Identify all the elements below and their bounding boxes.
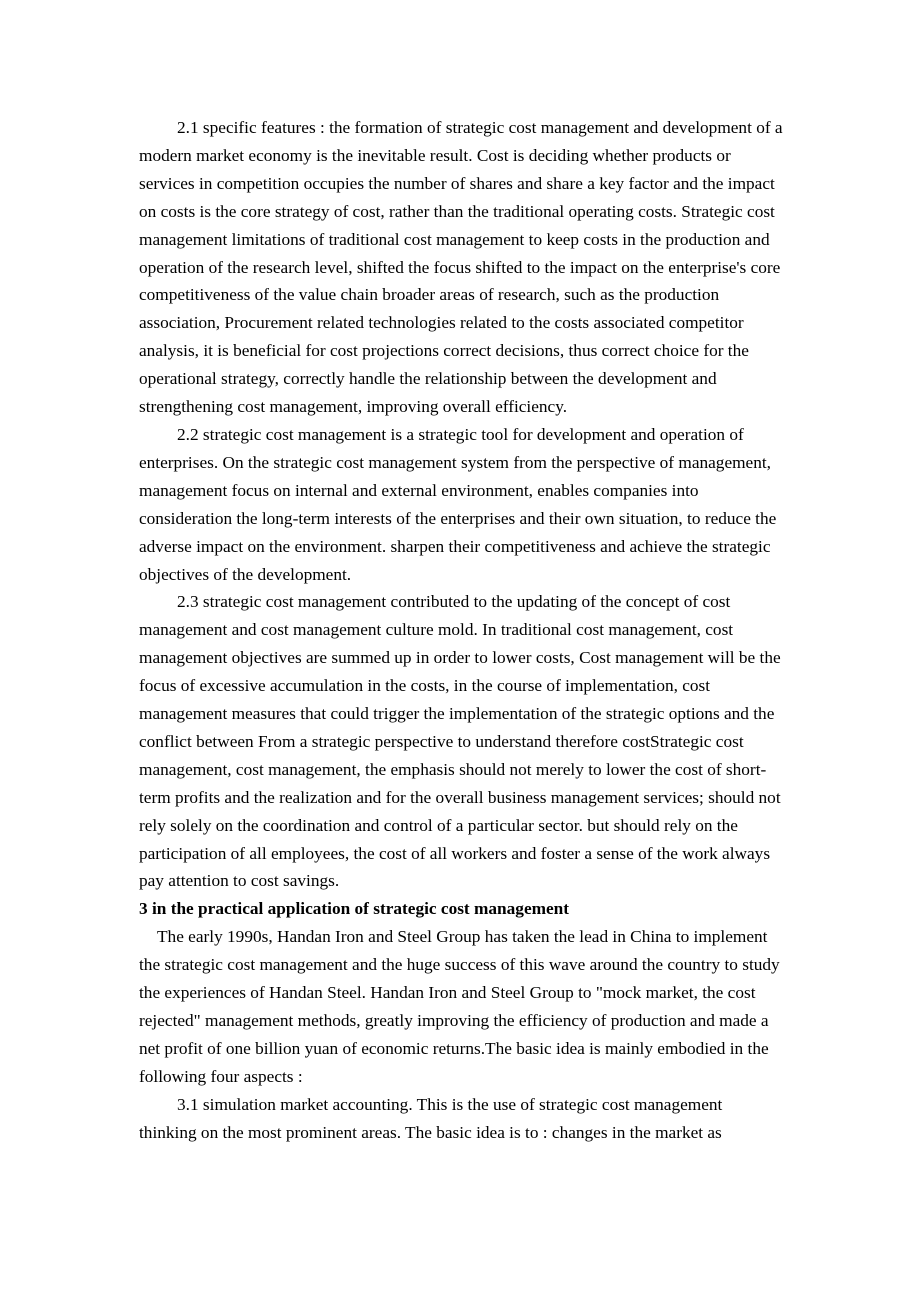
- document-body: [139, 114, 784, 1147]
- paragraph-section-3-intro: The early 1990s, Handan Iron and Steel Group has taken the lead in China to implement the strategic cost management and the huge success of this wave around the country to study the experiences of Handan Steel. Handan Iron and Steel Group to "mock market, the cost rejected" management methods, greatly improving the efficiency of production and made a net profit of one billion yuan of economic returns.The basic idea is mainly embodied in the following four aspects :: [139, 927, 780, 1086]
- section-heading-3: 3 in the practical application of strategic cost management: [139, 899, 570, 919]
- paragraph-2-2: 2.2 strategic cost management is a strategic tool for development and operation of enterprises. On the strategic cost management system from the perspective of management, management focus on internal and external environment, enables companies into consideration the long-term interests of the enterprises and their own situation, to reduce the adverse impact on the environment. sharpen their competitiveness and achieve the strategic objectives of the development.: [139, 424, 777, 584]
- paragraph-2-1: 2.1 specific features : the formation of strategic cost management and development of a modern market economy is the inevitable result. Cost is deciding whether products or services in competition occupies the number of shares and share a key factor and the impact on costs is the core strategy of cost, rather than the traditional operating costs. Strategic cost management limitations of traditional cost management to keep costs in the production and operation of the research level, shifted the focus shifted to the impact on the enterprise's core competitiveness of the value chain broader areas of research, such as the production association, Procurement related technologies related to the costs associated competitor analysis, it is beneficial for cost projections correct decisions, thus correct choice for the operational strategy, correctly handle the relationship between the development and strengthening cost management, improving overall efficiency.: [139, 118, 783, 417]
- paragraph-3-1: 3.1 simulation market accounting. This is the use of strategic cost management thinking on the most prominent areas. The basic idea is to : changes in the market as: [139, 1094, 723, 1142]
- paragraph-2-3: 2.3 strategic cost management contributed to the updating of the concept of cost management and cost management culture mold. In traditional cost management, cost management objectives are summed up in order to lower costs, Cost management will be the focus of excessive accumulation in the costs, in the course of implementation, cost management measures that could trigger the implementation of the strategic options and the conflict between From a strategic perspective to understand therefore costStrategic cost management, cost management, the emphasis should not merely to lower the cost of short-term profits and the realization and for the overall business management services; should not rely solely on the coordination and control of a particular sector. but should rely on the participation of all employees, the cost of all workers and foster a sense of the work always pay attention to cost savings.: [139, 592, 781, 891]
